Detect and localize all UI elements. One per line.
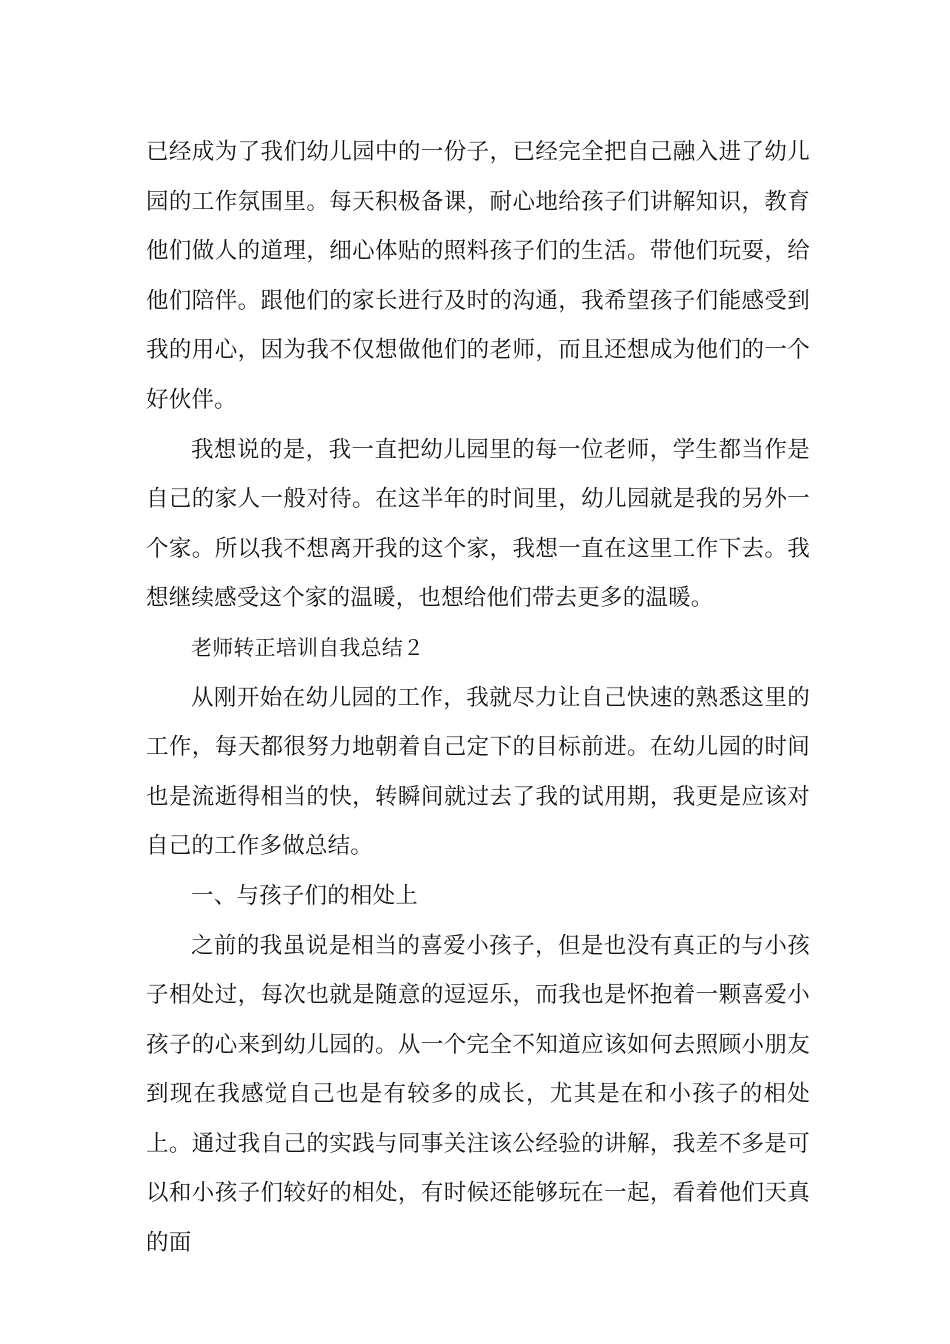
paragraph-1: 已经成为了我们幼儿园中的一份子，已经完全把自己融入进了幼儿园的工作氛围里。每天积极备课，耐心地给孩子们讲解知识，教育他们做人的道理，细心体贴的照料孩子们的生活。带他们玩耍，给他们陪伴。跟他们的家长进行及时的沟通，我希望孩子们能感受到我的用心，因为我不仅想做他们的老师，而且还想成为他们的一个好伙伴。 <box>146 139 810 413</box>
section-title: 老师转正培训自我总结２ <box>191 635 425 660</box>
paragraph-3: 从刚开始在幼儿园的工作，我就尽力让自己快速的熟悉这里的工作，每天都很努力地朝着自己定下的目标前进。在幼儿园的时间也是流逝得相当的快，转瞬间就过去了我的试用期，我更是应该对自己的工作多做总结。 <box>146 684 810 860</box>
document-body <box>146 128 810 1269</box>
paragraph-4: 之前的我虽说是相当的喜爱小孩子，但是也没有真正的与小孩子相处过，每次也就是随意的逗逗乐，而我也是怀抱着一颗喜爱小孩子的心来到幼儿园的。从一个完全不知道应该如何去照顾小朋友到现在我感觉自己也是有较多的成长，尤其是在和小孩子的相处上。通过我自己的实践与同事关注该公经验的讲解，我差不多是可以和小孩子们较好的相处，有时候还能够玩在一起，看着他们天真的面 <box>146 932 810 1257</box>
subsection-heading: 一、与孩子们的相处上 <box>191 882 419 909</box>
paragraph-2: 我想说的是，我一直把幼儿园里的每一位老师，学生都当作是自己的家人一般对待。在这半年的时间里，幼儿园就是我的另外一个家。所以我不想离开我的这个家，我想一直在这里工作下去。我想继续感受这个家的温暖，也想给他们带去更多的温暖。 <box>146 436 810 612</box>
